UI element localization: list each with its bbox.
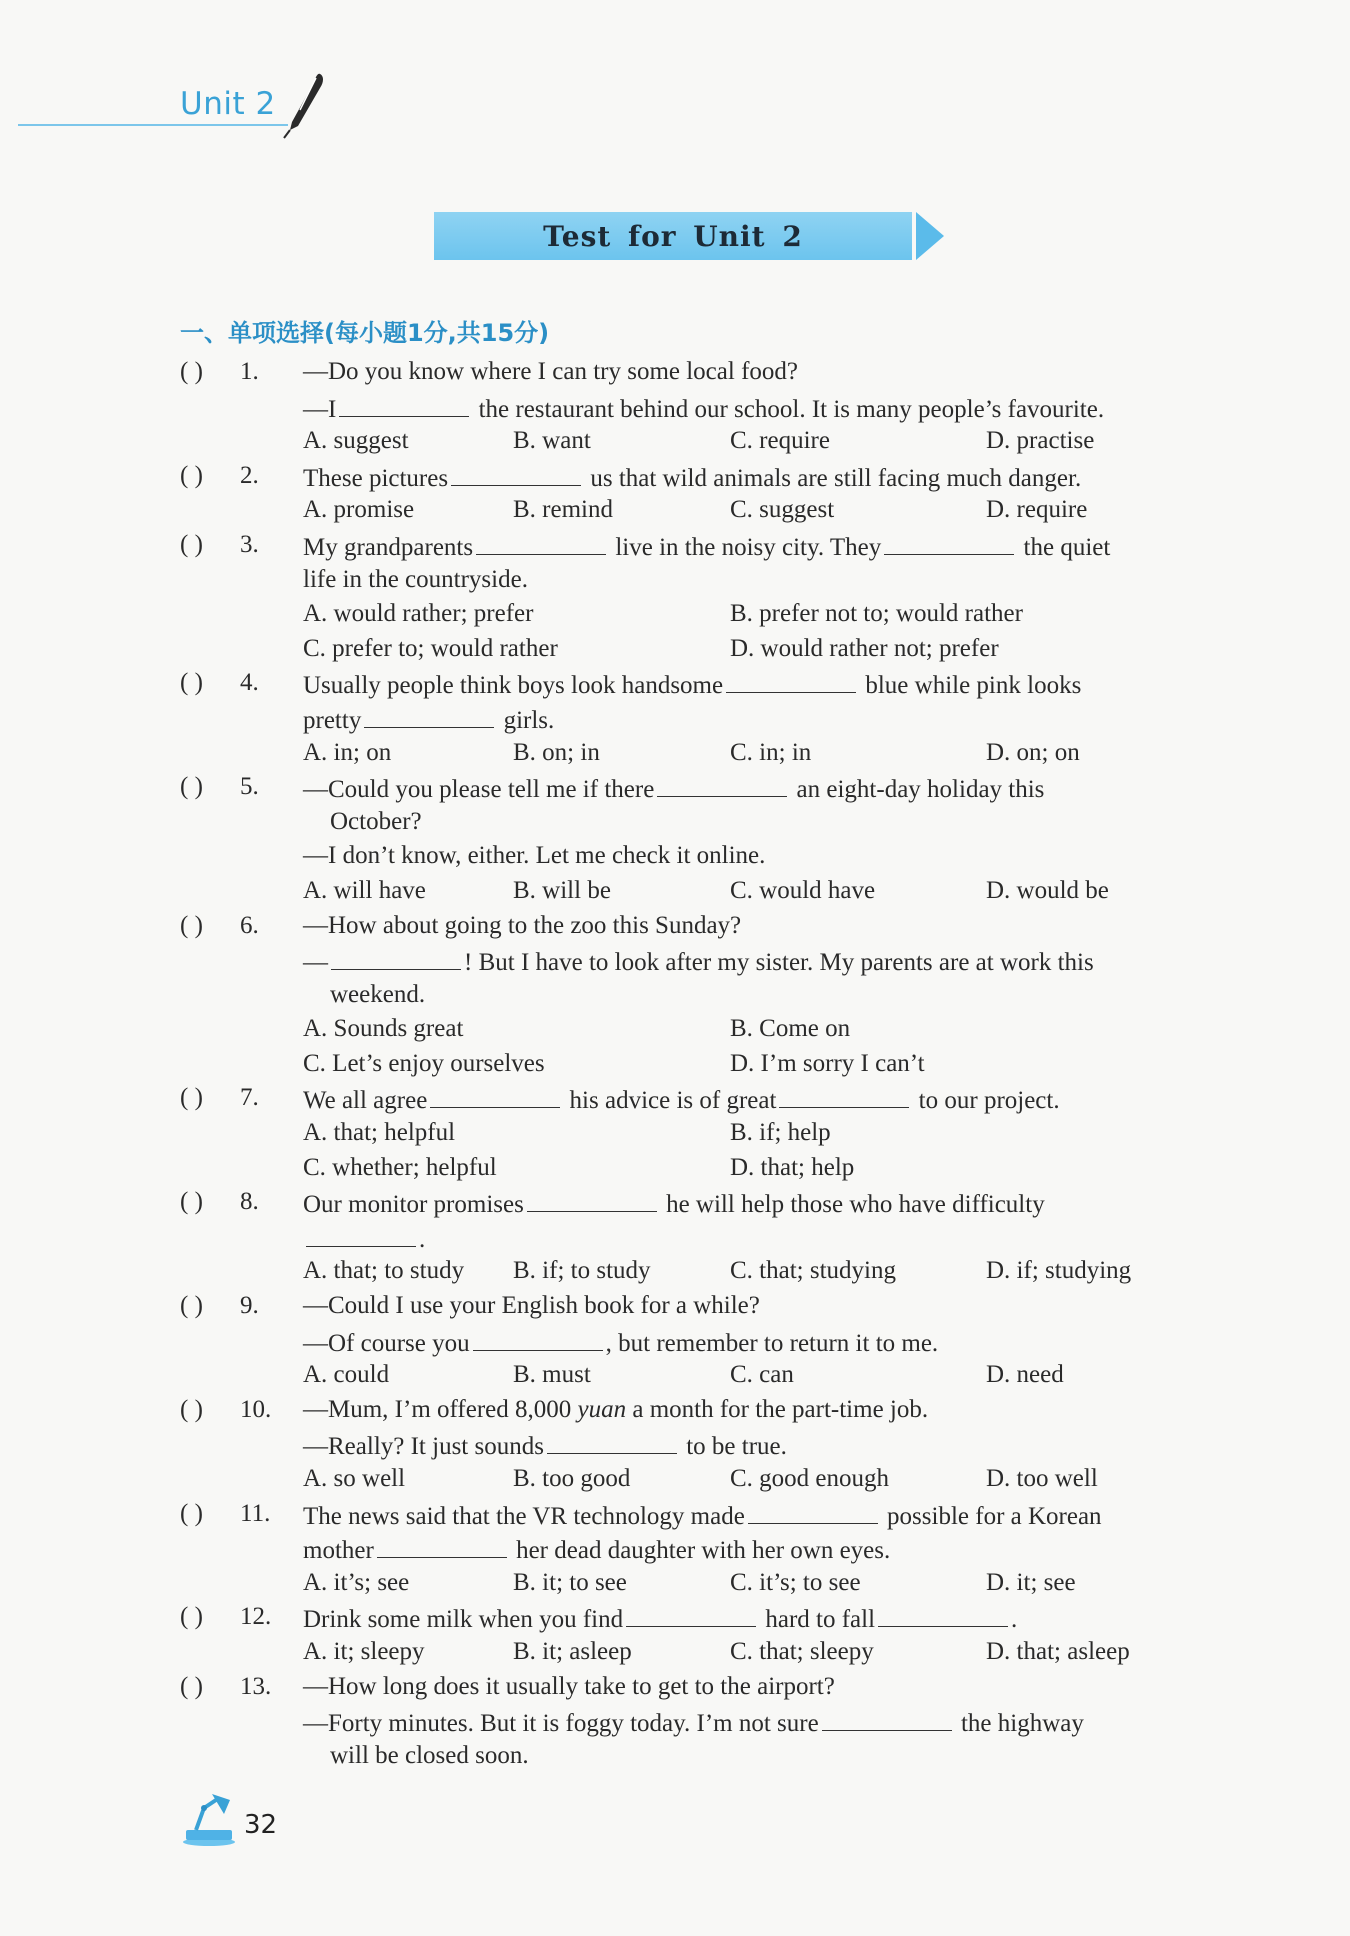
option-d: D. I’m sorry I can’t [730, 1049, 925, 1077]
answer-blank [476, 528, 606, 555]
stem-text: he will help those who have difficulty [659, 1191, 1045, 1219]
option-c: C. suggest [730, 496, 835, 524]
question-stem [303, 1185, 1045, 1223]
stem-text: The news said that the VR technology made [303, 1502, 745, 1530]
option-b: B. if; to study [513, 1257, 651, 1285]
stem-text: —Of course you [303, 1329, 470, 1357]
answer-blank [657, 770, 787, 797]
option-b: B. too good [513, 1465, 631, 1492]
stem-text: —Do you know where I can try some local food? [303, 358, 798, 385]
answer-blank [748, 1497, 878, 1524]
stem-text: —I [303, 395, 337, 423]
question-line [0, 943, 1350, 978]
question-number: 3. [240, 530, 259, 558]
question-line [0, 1600, 1350, 1635]
option-d: D. would be [986, 876, 1109, 904]
question-line [0, 563, 1350, 598]
stem-text: his advice is of great [563, 1087, 777, 1115]
answer-parenthesis: ( ) [180, 1188, 203, 1216]
option-b: B. it; asleep [513, 1637, 632, 1665]
stem-text: Drink some milk when you find [303, 1606, 624, 1634]
question-line [0, 1427, 1350, 1462]
question-stem [303, 390, 1104, 428]
page-number: 32 [244, 1810, 278, 1840]
stem-text: girls. [497, 706, 555, 734]
answer-parenthesis: ( ) [180, 358, 203, 385]
question-line [0, 909, 1350, 944]
option-d: D. if; studying [986, 1257, 1132, 1285]
answer-parenthesis: ( ) [180, 461, 203, 489]
question-line [0, 1497, 1350, 1532]
question-number: 9. [240, 1292, 259, 1320]
question-stem [330, 978, 425, 1013]
question-stem [303, 909, 741, 944]
answer-blank [306, 1220, 416, 1247]
stem-text: to our project. [912, 1087, 1060, 1115]
option-a: A. suggest [303, 427, 409, 455]
question-stem [303, 1670, 835, 1705]
option-c: C. Let’s enjoy ourselves [303, 1049, 545, 1077]
stem-text: life in the countryside. [303, 565, 528, 593]
option-a: A. promise [303, 496, 415, 524]
question-stem [303, 1427, 787, 1465]
question-line [0, 1393, 1350, 1428]
answer-blank [451, 459, 581, 486]
answer-blank [339, 390, 469, 417]
option-b: B. want [513, 427, 591, 455]
test-title: Test for Unit 2 [434, 212, 912, 260]
question-stem [303, 839, 765, 874]
question-line [0, 459, 1350, 494]
question-stem [303, 1704, 1084, 1742]
option-d: D. on; on [986, 738, 1080, 766]
stem-text: We all agree [303, 1087, 428, 1115]
question-stem [303, 701, 554, 739]
stem-text: —Could you please tell me if there [303, 776, 655, 804]
options-line [0, 597, 1350, 632]
question-number: 10. [240, 1395, 272, 1423]
options-line [0, 1047, 1350, 1082]
question-line [0, 528, 1350, 563]
question-line [0, 390, 1350, 425]
question-number: 8. [240, 1188, 259, 1216]
stem-text: My grandparents [303, 533, 474, 561]
option-d: D. it; see [986, 1568, 1076, 1596]
pen-icon [280, 70, 328, 140]
stem-text: the quiet [1017, 533, 1111, 561]
answer-parenthesis: ( ) [180, 1084, 203, 1112]
option-a: A. in; on [303, 738, 392, 766]
question-stem [303, 1497, 1102, 1535]
question-line [0, 770, 1350, 805]
question-line [0, 1289, 1350, 1324]
answer-parenthesis: ( ) [180, 773, 203, 801]
stem-text: Usually people think boys look handsome [303, 672, 724, 700]
answer-parenthesis: ( ) [180, 1672, 203, 1700]
question-stem [303, 355, 798, 390]
options-line [0, 1151, 1350, 1186]
question-number: 7. [240, 1084, 259, 1112]
answer-blank [377, 1531, 507, 1558]
option-b: B. it; to see [513, 1568, 627, 1596]
unit-label: Unit 2 [180, 86, 276, 122]
question-stem [303, 528, 1110, 566]
answer-blank [473, 1324, 603, 1351]
stem-text: —How long does it usually take to get to the airport? [303, 1672, 835, 1700]
stem-text: These pictures [303, 464, 449, 492]
option-d: D. would rather not; prefer [730, 634, 999, 662]
question-line [0, 701, 1350, 736]
stem-text: —Forty minutes. But it is foggy today. I’m not sure [303, 1710, 819, 1738]
stem-text: possible for a Korean [880, 1502, 1102, 1530]
options-line [0, 1254, 1350, 1289]
question-stem [330, 805, 422, 840]
options-line [0, 1635, 1350, 1670]
option-d: D. require [986, 496, 1088, 524]
question-stem [303, 666, 1081, 704]
answer-blank [364, 701, 494, 728]
stem-text: an eight-day holiday this [790, 776, 1045, 804]
option-b: B. Come on [730, 1015, 851, 1043]
option-d: D. need [986, 1361, 1064, 1389]
question-stem [303, 1324, 938, 1362]
option-b: B. if; help [730, 1119, 831, 1147]
option-a: A. Sounds great [303, 1015, 464, 1043]
stem-text: , but remember to return it to me. [605, 1329, 939, 1357]
stem-text: hard to fall [759, 1606, 876, 1634]
question-line [0, 1670, 1350, 1705]
options-line [0, 632, 1350, 667]
option-c: C. would have [730, 876, 876, 904]
options-line [0, 1566, 1350, 1601]
answer-blank [878, 1600, 1008, 1627]
option-a: A. it; sleepy [303, 1637, 425, 1665]
option-b: B. on; in [513, 738, 600, 766]
question-stem [303, 943, 1094, 981]
answer-parenthesis: ( ) [180, 1499, 203, 1527]
option-c: C. in; in [730, 738, 812, 766]
options-line [0, 1358, 1350, 1393]
stem-text: us that wild animals are still facing much danger. [584, 464, 1082, 492]
option-c: C. good enough [730, 1465, 890, 1492]
option-a: A. could [303, 1361, 390, 1389]
question-line [0, 355, 1350, 390]
answer-parenthesis: ( ) [180, 1603, 203, 1631]
options-line [0, 1462, 1350, 1497]
stem-text: — [303, 949, 328, 977]
stem-text: blue while pink looks [859, 672, 1082, 700]
stem-text: pretty [303, 706, 362, 734]
question-stem [303, 563, 528, 598]
question-line [0, 1081, 1350, 1116]
stem-text: a month for the part-time job. [626, 1395, 929, 1423]
stem-text: October? [330, 807, 422, 835]
question-stem [303, 1600, 1017, 1638]
italic-word: yuan [577, 1395, 627, 1423]
question-number: 6. [240, 911, 259, 939]
question-stem [303, 770, 1044, 808]
stem-text: —Could I use your English book for a while? [303, 1292, 760, 1320]
options-line [0, 493, 1350, 528]
options-line [0, 424, 1350, 459]
option-c: C. can [730, 1361, 794, 1389]
answer-parenthesis: ( ) [180, 911, 203, 939]
question-stem [303, 1393, 928, 1428]
stem-text: —I don’t know, either. Let me check it online. [303, 842, 766, 870]
option-b: B. remind [513, 496, 613, 524]
question-line [0, 1220, 1350, 1255]
option-d: D. too well [986, 1465, 1098, 1492]
question-line [0, 1739, 1350, 1774]
question-number: 13. [240, 1672, 272, 1700]
option-c: C. that; sleepy [730, 1637, 874, 1665]
stem-text: —Mum, I’m offered 8,000 [303, 1395, 578, 1423]
question-number: 2. [240, 461, 259, 489]
header-rule [18, 124, 288, 126]
answer-parenthesis: ( ) [180, 669, 203, 697]
answer-blank [822, 1704, 952, 1731]
answer-blank [331, 943, 461, 970]
options-line [0, 1116, 1350, 1151]
stem-text: ! But I have to look after my sister. My parents are at work this [464, 949, 1094, 977]
question-line [0, 666, 1350, 701]
question-line [0, 1185, 1350, 1220]
question-number: 11. [240, 1499, 271, 1527]
answer-blank [779, 1081, 909, 1108]
stem-text: Our monitor promises [303, 1191, 524, 1219]
stem-text: . [419, 1225, 426, 1253]
option-a: A. that; to study [303, 1257, 465, 1285]
option-a: A. so well [303, 1465, 406, 1492]
question-line [0, 839, 1350, 874]
option-d: D. practise [986, 427, 1095, 455]
option-b: B. must [513, 1361, 591, 1389]
option-a: A. would rather; prefer [303, 600, 534, 628]
options-line [0, 874, 1350, 909]
stem-text: her dead daughter with her own eyes. [509, 1537, 891, 1565]
option-b: B. prefer not to; would rather [730, 600, 1023, 628]
section-heading: 一、单项选择(每小题1分,共15分) [180, 319, 550, 347]
question-number: 4. [240, 669, 259, 697]
question-line [0, 1324, 1350, 1359]
question-stem [303, 1289, 760, 1324]
question-number: 5. [240, 773, 259, 801]
answer-blank [430, 1081, 560, 1108]
options-line [0, 736, 1350, 771]
question-stem [303, 1081, 1060, 1119]
title-arrow-icon [916, 212, 944, 260]
answer-blank [527, 1185, 657, 1212]
stem-text: —Really? It just sounds [303, 1433, 544, 1461]
stem-text: live in the noisy city. They [609, 533, 882, 561]
question-stem [330, 1739, 529, 1774]
option-c: C. require [730, 427, 830, 455]
answer-blank [626, 1600, 756, 1627]
answer-blank [884, 528, 1014, 555]
question-number: 12. [240, 1603, 272, 1631]
question-stem [303, 1220, 425, 1258]
question-stem [303, 1531, 890, 1569]
stem-text: the restaurant behind our school. It is many people’s favourite. [472, 395, 1105, 423]
answer-parenthesis: ( ) [180, 1292, 203, 1320]
question-stem [303, 459, 1081, 497]
stem-text: weekend. [330, 980, 426, 1008]
stem-text: —How about going to the zoo this Sunday? [303, 911, 742, 939]
option-c: C. it’s; to see [730, 1568, 861, 1596]
question-line [0, 805, 1350, 840]
question-list [0, 355, 1350, 1773]
option-c: C. prefer to; would rather [303, 634, 558, 662]
question-line [0, 1531, 1350, 1566]
option-c: C. whether; helpful [303, 1153, 497, 1181]
answer-parenthesis: ( ) [180, 1395, 203, 1423]
question-line [0, 978, 1350, 1013]
question-number: 1. [240, 358, 259, 385]
unit-header [0, 70, 340, 140]
stem-text: . [1011, 1606, 1018, 1634]
options-line [0, 1012, 1350, 1047]
answer-blank [726, 666, 856, 693]
answer-parenthesis: ( ) [180, 530, 203, 558]
desk-lamp-icon [180, 1790, 238, 1846]
stem-text: will be closed soon. [330, 1741, 529, 1769]
answer-blank [547, 1427, 677, 1454]
option-a: A. will have [303, 876, 426, 904]
option-d: D. that; asleep [986, 1637, 1130, 1665]
stem-text: to be true. [679, 1433, 787, 1461]
stem-text: the highway [954, 1710, 1084, 1738]
option-b: B. will be [513, 876, 611, 904]
option-d: D. that; help [730, 1153, 855, 1181]
question-line [0, 1704, 1350, 1739]
option-a: A. it’s; see [303, 1568, 410, 1596]
option-c: C. that; studying [730, 1257, 896, 1285]
option-a: A. that; helpful [303, 1119, 456, 1147]
stem-text: mother [303, 1537, 374, 1565]
